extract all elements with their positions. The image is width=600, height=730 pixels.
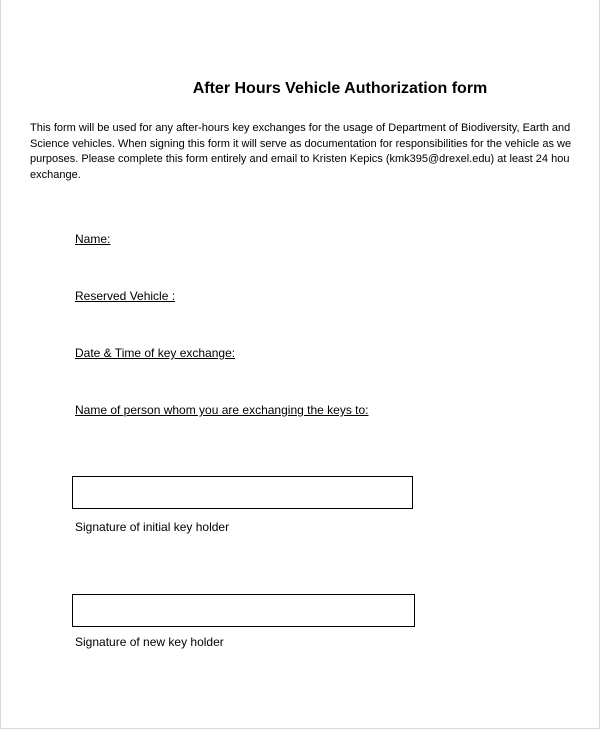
form-title: After Hours Vehicle Authorization form (192, 80, 488, 97)
initial-key-holder-signature-box[interactable] (72, 476, 413, 509)
intro-line: exchange. (30, 169, 81, 182)
name-field-label: Name: (75, 232, 111, 246)
exchange-person-field-label: Name of person whom you are exchanging the keys to: (75, 403, 369, 417)
initial-key-holder-signature-caption: Signature of initial key holder (75, 520, 230, 534)
intro-paragraph (30, 121, 590, 184)
new-key-holder-signature-box[interactable] (72, 594, 415, 627)
new-key-holder-signature-caption: Signature of new key holder (75, 635, 224, 649)
intro-line: This form will be used for any after-hours key exchanges for the usage of Department of Biodiversity, Earth and (30, 122, 571, 134)
intro-line: purposes. Please complete this form entirely and email to Kristen Kepics (kmk395@drexel.edu) at least 24 hou (30, 153, 570, 166)
reserved-vehicle-field-label: Reserved Vehicle : (75, 289, 176, 303)
date-time-field-label: Date & Time of key exchange: (75, 346, 236, 360)
intro-line: Science vehicles. When signing this form it will serve as documentation for responsibilities for the vehicle as we (30, 137, 572, 150)
